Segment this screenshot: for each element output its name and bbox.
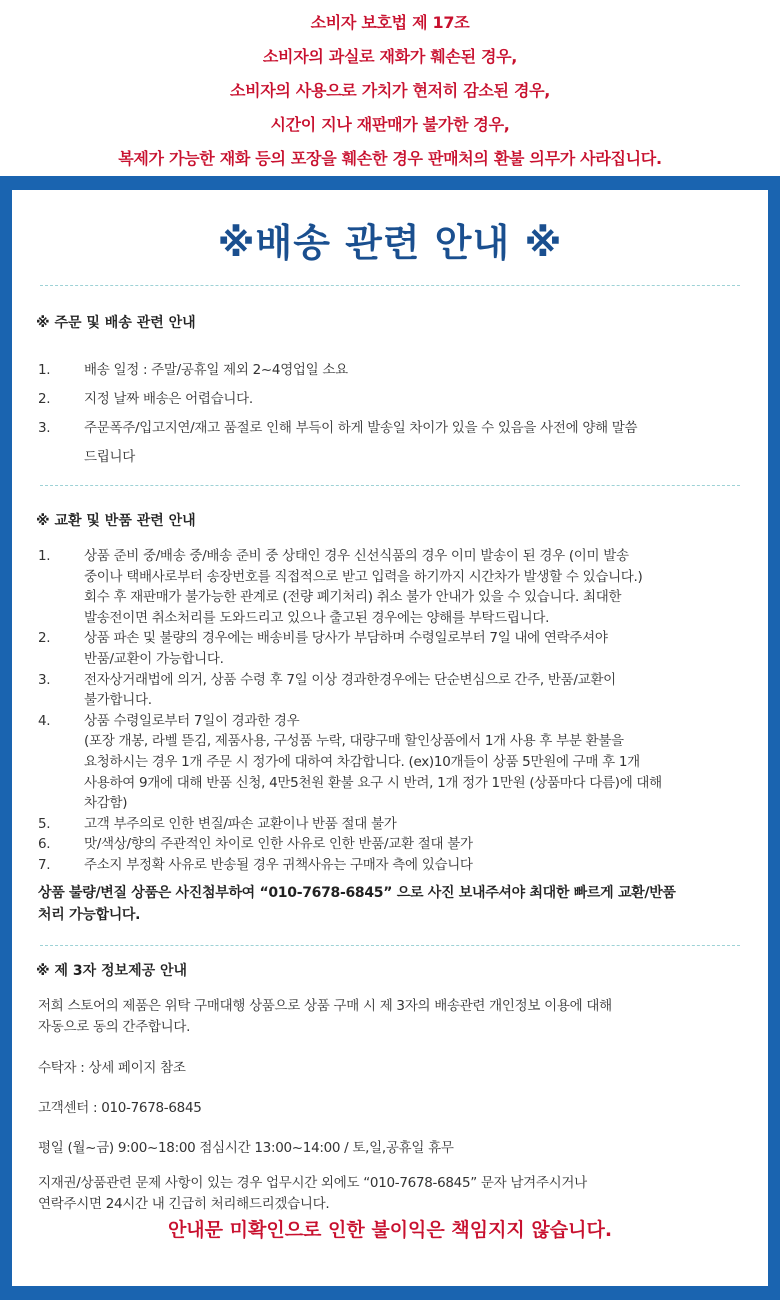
list-item bbox=[38, 834, 748, 855]
third-party-section-heading: ※ 제 3자 정보제공 안내 bbox=[36, 963, 188, 979]
item-text-line: (포장 개봉, 라벨 뜯김, 제품사용, 구성품 누락, 대량구매 할인상품에서 1개 사용 후 부분 환불을 bbox=[84, 733, 624, 750]
service-center-text: 고객센터 : 010-7678-6845 bbox=[38, 1100, 202, 1116]
item-text-line: 상품 파손 및 불량의 경우에는 배송비를 당사가 부담하며 수령일로부터 7일 내에 연락주셔야 bbox=[84, 630, 608, 647]
item-text bbox=[84, 711, 748, 814]
list-item bbox=[38, 711, 748, 814]
item-text-line: 반품/교환이 가능합니다. bbox=[84, 650, 224, 667]
refund-policy-notice bbox=[0, 0, 780, 176]
item-text-line: 주문폭주/입고지연/재고 품절로 인해 부득이 하게 발송일 차이가 있을 수 있음을 사전에 양해 말씀 bbox=[84, 420, 638, 436]
list-item bbox=[38, 356, 748, 385]
item-number: 2. bbox=[38, 391, 51, 407]
item-number: 5. bbox=[38, 815, 51, 832]
divider bbox=[40, 485, 740, 486]
item-number: 7. bbox=[38, 856, 51, 873]
item-text: 배송 일정 : 주말/공휴일 제외 2~4영업일 소요 bbox=[84, 362, 348, 378]
list-item bbox=[38, 670, 748, 711]
item-text-line: 상품 수령일로부터 7일이 경과한 경우 bbox=[84, 712, 300, 729]
notice-line: 시간이 지나 재판매가 불가한 경우, bbox=[270, 115, 510, 134]
item-text: 지정 날짜 배송은 어렵습니다. bbox=[84, 391, 253, 407]
item-text-line: 차감함) bbox=[84, 795, 128, 812]
list-item bbox=[38, 628, 748, 669]
item-text-line: 발송전이면 취소처리를 도와드리고 있으나 출고된 경우에는 양해를 부탁드립니다. bbox=[84, 609, 550, 626]
order-section-heading: ※ 주문 및 배송 관련 안내 bbox=[36, 315, 196, 331]
item-text-line: 사용하여 9개에 대해 반품 신청, 4만5천원 환불 요구 시 반려, 1개 정가 1만원 (상품마다 다름)에 대해 bbox=[84, 774, 662, 791]
item-text-line: 요청하시는 경우 1개 주문 시 정가에 대하여 차감합니다. (ex)10개들이 상품 5만원에 구매 후 1개 bbox=[84, 753, 640, 770]
note-line: 처리 가능합니다. bbox=[38, 907, 141, 923]
trustee-text: 수탁자 : 상세 페이지 참조 bbox=[38, 1060, 186, 1076]
item-text bbox=[84, 414, 748, 472]
item-text: 주소지 부정확 사유로 반송될 경우 귀책사유는 구매자 측에 있습니다 bbox=[84, 856, 473, 873]
shipping-info-frame bbox=[0, 176, 780, 1300]
list-item bbox=[38, 414, 748, 472]
para-line: 연락주시면 24시간 내 긴급히 처리해드리겠습니다. bbox=[38, 1196, 330, 1212]
notice-line: 소비자의 과실로 재화가 훼손된 경우, bbox=[262, 47, 518, 66]
third-party-consent-text bbox=[38, 996, 744, 1038]
item-text: 맛/색상/향의 주관적인 차이로 인한 사유로 인한 반품/교환 절대 불가 bbox=[84, 836, 473, 853]
item-number: 3. bbox=[38, 671, 51, 688]
notice-line: 소비자 보호법 제 17조 bbox=[310, 13, 470, 32]
item-number: 3. bbox=[38, 420, 51, 436]
shipping-info-panel bbox=[12, 190, 768, 1286]
exchange-list bbox=[38, 546, 748, 876]
exchange-section-heading: ※ 교환 및 반품 관련 안내 bbox=[36, 513, 196, 529]
item-text-line: 중이나 택배사로부터 송장번호를 직접적으로 받고 입력을 하기까지 시간차가 발생할 수 있습니다.) bbox=[84, 568, 643, 585]
note-line: 상품 불량/변질 상품은 사진첨부하여 “010-7678-6845” 으로 사진 보내주셔야 최대한 빠르게 교환/반품 bbox=[38, 885, 676, 901]
notice-line: 복제가 가능한 재화 등의 포장을 훼손한 경우 판매처의 환불 의무가 사라집니다. bbox=[118, 149, 662, 168]
para-line: 자동으로 동의 간주합니다. bbox=[38, 1019, 191, 1035]
list-item bbox=[38, 814, 748, 835]
disclaimer-warning: 안내문 미확인으로 인한 불이익은 책임지지 않습니다. bbox=[167, 1219, 613, 1241]
para-line: 저희 스토어의 제품은 위탁 구매대행 상품으로 상품 구매 시 제 3자의 배송관련 개인정보 이용에 대해 bbox=[38, 998, 612, 1014]
item-text-line: 전자상거래법에 의거, 상품 수령 후 7일 이상 경과한경우에는 단순변심으로 간주, 반품/교환이 bbox=[84, 671, 616, 688]
item-number: 6. bbox=[38, 836, 51, 853]
item-text-line: 드립니다 bbox=[84, 449, 135, 465]
list-item bbox=[38, 855, 748, 876]
item-text bbox=[84, 628, 748, 669]
defect-photo-note bbox=[38, 882, 744, 926]
item-text bbox=[84, 546, 748, 628]
business-hours-text: 평일 (월~금) 9:00~18:00 점심시간 13:00~14:00 / 토,일,공휴일 휴무 bbox=[38, 1140, 454, 1156]
item-text: 고객 부주의로 인한 변질/파손 교환이나 반품 절대 불가 bbox=[84, 815, 397, 832]
page-title: ※배송 관련 안내 ※ bbox=[217, 221, 563, 265]
item-number: 4. bbox=[38, 712, 51, 729]
divider bbox=[40, 285, 740, 286]
item-text-line: 상품 준비 중/배송 중/배송 준비 중 상태인 경우 신선식품의 경우 이미 발송이 된 경우 (이미 발송 bbox=[84, 548, 629, 564]
item-number: 2. bbox=[38, 630, 51, 647]
list-item bbox=[38, 546, 748, 628]
list-item bbox=[38, 385, 748, 414]
item-number: 1. bbox=[38, 548, 51, 564]
order-list bbox=[38, 356, 748, 472]
item-number: 1. bbox=[38, 362, 51, 378]
divider bbox=[40, 945, 740, 946]
item-text-line: 불가합니다. bbox=[84, 692, 152, 709]
item-text-line: 회수 후 재판매가 불가능한 관계로 (전량 폐기처리) 취소 불가 안내가 있을 수 있습니다. 최대한 bbox=[84, 589, 622, 606]
item-text bbox=[84, 670, 748, 711]
notice-line: 소비자의 사용으로 가치가 현저히 감소된 경우, bbox=[229, 81, 551, 100]
para-line: 지재권/상품관련 문제 사항이 있는 경우 업무시간 외에도 “010-7678-6845” 문자 남겨주시거나 bbox=[38, 1175, 587, 1191]
ip-issue-contact-text bbox=[38, 1173, 744, 1215]
